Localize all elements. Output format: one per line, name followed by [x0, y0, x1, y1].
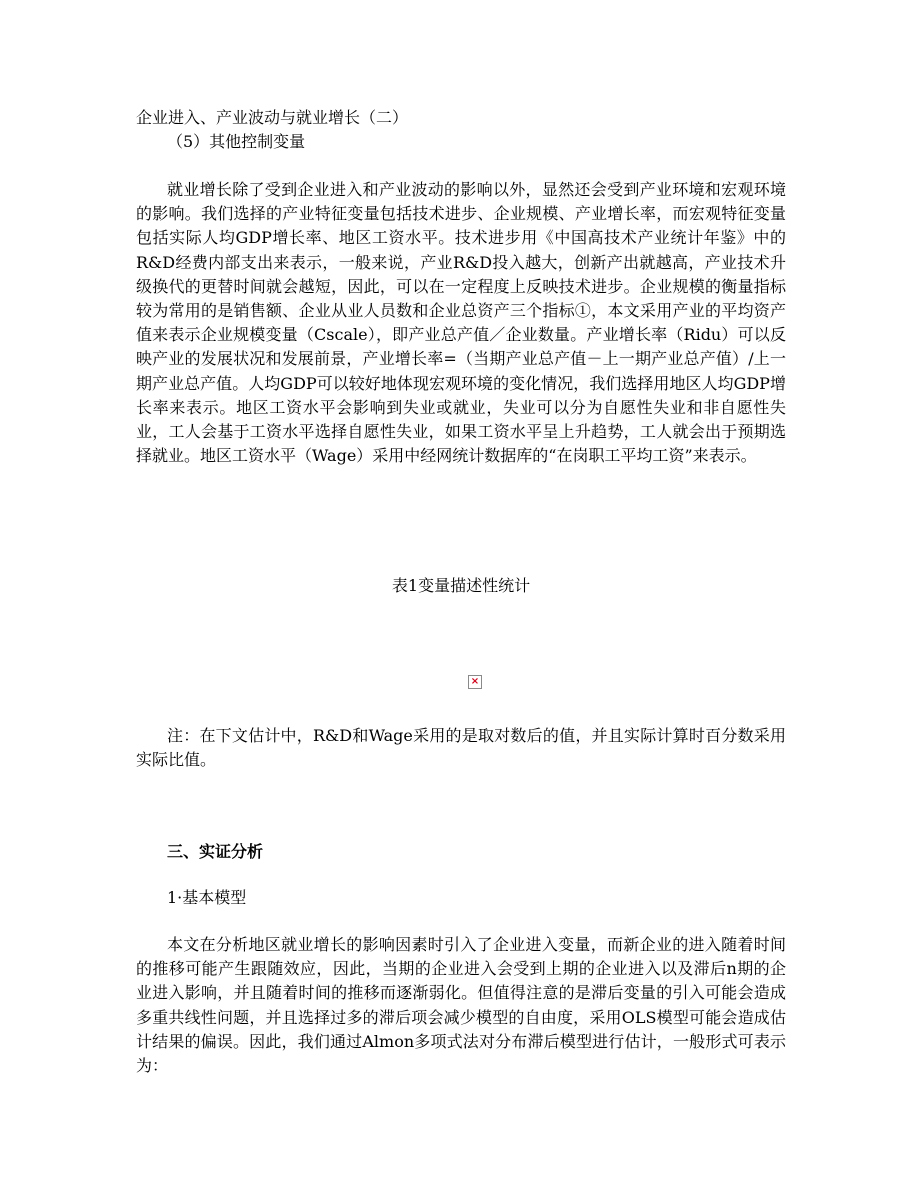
subsection-basic-model: 1·基本模型 [167, 888, 247, 907]
paragraph-basic-model: 本文在分析地区就业增长的影响因素时引入了企业进入变量，而新企业的进入随着时间的推移可能产生跟随效应，因此，当期的企业进入会受到上期的企业进入以及滞后n期的企业进入影响，并且随着时间的推移而逐渐弱化。但值得注意的是滞后变量的引入可能会造成多重共线性问题，并且选择过多的滞后项会减少模型的自由度，采用OLS模型可能会造成估计结果的偏误。因此，我们通过Almon多项式法对分布滞后模型进行估计，一般形式可表示为： [136, 935, 786, 1076]
broken-image-icon [468, 675, 482, 689]
article-title: 企业进入、产业波动与就业增长（二） [136, 108, 409, 127]
table-note: 注：在下文估计中，R&D和Wage采用的是取对数后的值，并且实际计算时百分数采用实际比值。 [136, 726, 786, 770]
table-caption: 表1变量描述性统计 [391, 576, 531, 595]
broken-image-x-icon: × [470, 676, 480, 687]
paragraph-control-variables: 就业增长除了受到企业进入和产业波动的影响以外，显然还会受到产业环境和宏观环境的影响。我们选择的产业特征变量包括技术进步、企业规模、产业增长率，而宏观特征变量包括实际人均GDP增长率、地区工资水平。技术进步用《中国高技术产业统计年鉴》中的R&D经费内部支出来表示，一般来说，产业R&D投入越大，创新产出就越高，产业技术升级换代的更替时间就会越短，因此，可以在一定程度上反映技术进步。企业规模的衡量指标较为常用的是销售额、企业从业人员数和企业总资产三个指标①，本文采用产业的平均资产值来表示企业规模变量（Cscale），即产业总产值／企业数量。产业增长率（Ridu）可以反映产业的发展状况和发展前景，产业增长率=（当期产业总产值－上一期产业总产值）/上一期产业总产值。人均GDP可以较好地体现宏观环境的变化情况，我们选择用地区人均GDP增长率来表示。地区工资水平会影响到失业或就业，失业可以分为自愿性失业和非自愿性失业，工人会基于工资水平选择自愿性失业，如果工资水平呈上升趋势，工人就会出于预期选择就业。地区工资水平（Wage）采用中经网统计数据库的“在岗职工平均工资”来表示。 [136, 180, 786, 466]
subsection-heading: （5）其他控制变量 [167, 132, 306, 151]
section-heading-empirical: 三、实证分析 [167, 842, 264, 861]
